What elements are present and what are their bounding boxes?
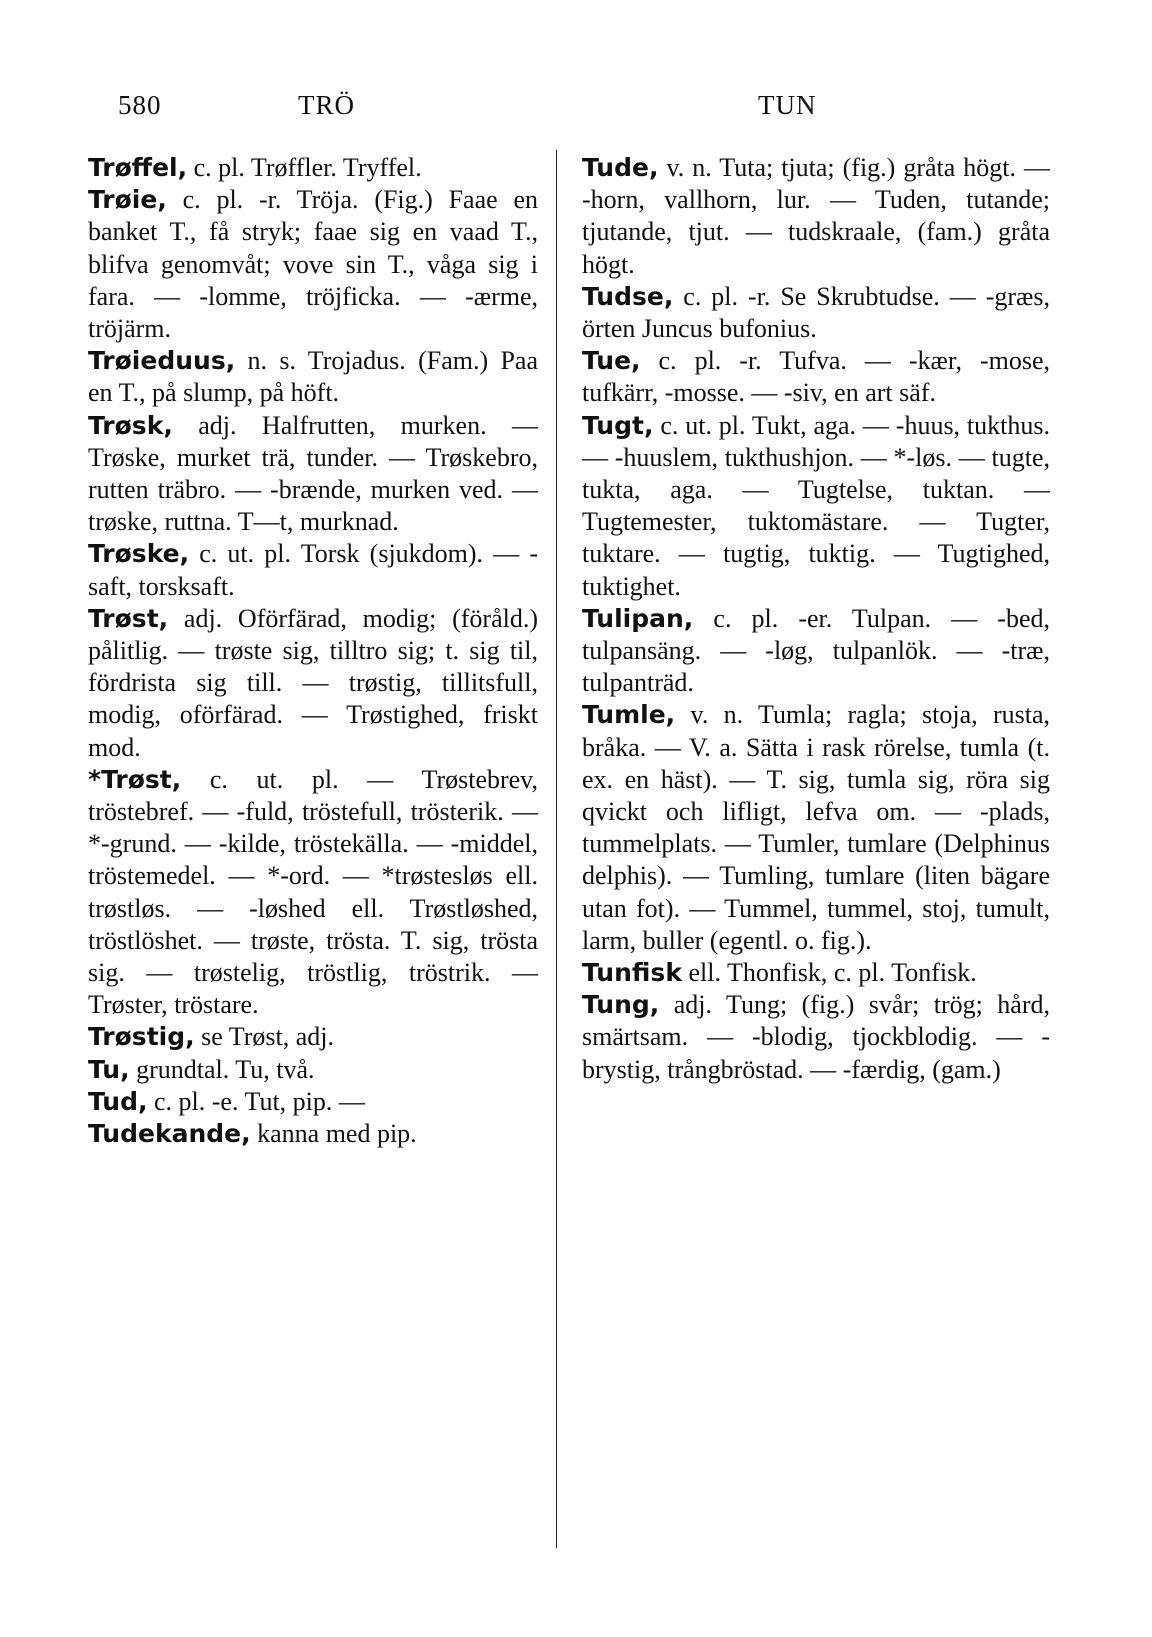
dictionary-entry — [88, 603, 538, 764]
headword: Trøske, — [88, 539, 190, 569]
headword: Trøsk, — [88, 410, 173, 440]
right-guide-word: TUN — [758, 90, 817, 120]
dictionary-entry — [582, 281, 1050, 345]
definition: c. ut. pl. — Trøstebrev, tröstebref. — -fuld, tröstefull, trösterik. — *-grund. — -kilde, tröstekälla. — -middel, tröstemedel. — *-ord. — *trøstesløs ell. trøstløs. — -løshed ell. Trøstløshed, tröstlöshet. — trøste, trösta. T. sig, trösta sig. — trøstelig, tröstlig, tröstrik. — Trøster, tröstare. — [88, 764, 538, 1020]
headword: Tud, — [88, 1086, 148, 1116]
definition: c. pl. -er. Tulpan. — -bed, tulpansäng. — -løg, tulpanlök. — -træ, tulpanträd. — [582, 603, 1050, 698]
headword: *Trøst, — [88, 764, 182, 794]
dictionary-entry — [582, 152, 1050, 281]
headword: Tunfisk — [582, 958, 682, 988]
definition: c. pl. -e. Tut, pip. — — [147, 1086, 365, 1116]
dictionary-entry — [88, 345, 538, 409]
page-number: 580 — [118, 90, 162, 120]
dictionary-entry — [582, 957, 1050, 989]
headword: Tung, — [582, 990, 660, 1020]
headword: Tude, — [582, 153, 659, 182]
headword: Tulipan, — [582, 603, 694, 633]
headword: Tudse, — [582, 281, 674, 311]
dictionary-entry — [88, 410, 538, 539]
definition: ell. Thonfisk, c. pl. Tonfisk. — [681, 958, 977, 988]
dictionary-entry — [88, 1118, 538, 1150]
dictionary-entry — [582, 603, 1050, 700]
dictionary-entry — [88, 184, 538, 345]
definition: adj. Tung; (fig.) svår; trög; hård, smärtsam. — -blodig, tjockblodig. — -brystig, trångbröstad. — -færdig, (gam.) — [582, 990, 1050, 1084]
dictionary-entry — [88, 538, 538, 602]
headword: Tudekande, — [88, 1119, 251, 1149]
definition: c. pl. -r. Tröja. (Fig.) Faae en banket T., få stryk; faae sig en vaad T., blifva genomvåt; vove sin T., våga sig i fara. — -lomme, tröjficka. — -ærme, tröjärm. — [88, 185, 538, 344]
headword: Trøst, — [88, 603, 169, 633]
headword: Trøffel, — [88, 153, 188, 182]
definition: c. ut. pl. Torsk (sjukdom). — -saft, torsksaft. — [88, 539, 538, 601]
dictionary-entry — [582, 345, 1050, 409]
dictionary-entry — [88, 152, 538, 184]
dictionary-entry — [582, 989, 1050, 1086]
dictionary-entry — [582, 410, 1050, 603]
right-column — [582, 152, 1050, 1086]
headword: Tue, — [582, 346, 641, 376]
headword: Trøstig, — [88, 1022, 195, 1052]
definition: se Trøst, adj. — [194, 1022, 335, 1052]
left-column — [88, 152, 538, 1150]
definition: c. pl. -r. Tufva. — -kær, -mose, tufkärr, -mosse. — -siv, en art säf. — [582, 346, 1050, 408]
dictionary-entry — [88, 1021, 538, 1053]
definition: v. n. Tumla; ragla; stoja, rusta, bråka. — V. a. Sätta i rask rörelse, tumla (t. ex. en häst). — T. sig, tumla sig, röra sig qvickt och lifligt, lefva om. — -plads, tummelplats. — Tumler, tumlare (Delphinus delphis). — Tumling, tumlare (liten bägare utan fot). — Tummel, tummel, stoj, tumult, larm, buller (egentl. o. fig.). — [582, 700, 1050, 955]
dictionary-entry — [582, 699, 1050, 957]
headword: Trøie, — [88, 185, 167, 215]
left-guide-word: TRÖ — [298, 90, 355, 120]
dictionary-entry — [88, 1054, 538, 1086]
headword: Tu, — [88, 1054, 130, 1084]
page-header — [118, 90, 1058, 140]
dictionary-entry — [88, 1086, 538, 1118]
headword: Tugt, — [582, 410, 654, 440]
headword: Trøieduus, — [88, 346, 236, 376]
definition: adj. Oförfärad, modig; (föråld.) pålitlig. — trøste sig, tilltro sig; t. sig til, fördrista sig till. — trøstig, tillitsfull, modig, oförfärad. — Trøstighed, friskt mod. — [88, 603, 538, 762]
definition: c. pl. -r. Se Skrubtudse. — -græs, örten Juncus bufonius. — [582, 281, 1050, 344]
definition: n. s. Trojadus. (Fam.) Paa en T., på slump, på höft. — [88, 346, 538, 408]
definition: c. ut. pl. Tukt, aga. — -huus, tukthus. — -huuslem, tukthushjon. — *-løs. — tugte, tukta, aga. — Tugtelse, tuktan. — Tugtemester, tuktomästare. — Tugter, tuktare. — tugtig, tuktig. — Tugtighed, tuktighet. — [582, 410, 1050, 601]
definition: kanna med pip. — [250, 1119, 417, 1149]
dictionary-entry — [88, 764, 538, 1022]
column-divider — [556, 150, 557, 1548]
definition: v. n. Tuta; tjuta; (fig.) gråta högt. — -horn, vallhorn, lur. — Tuden, tutande; tjutande, tjut. — tudskraale, (fam.) gråta högt. — [582, 153, 1050, 279]
definition: c. pl. Trøffler. Tryffel. — [187, 153, 422, 182]
headword: Tumle, — [582, 700, 676, 730]
definition: adj. Halfrutten, murken. — Trøske, murket trä, tunder. — Trøskebro, rutten träbro. — -brænde, murken ved. — trøske, ruttna. T—t, murknad. — [88, 410, 538, 537]
definition: grundtal. Tu, två. — [129, 1054, 315, 1084]
